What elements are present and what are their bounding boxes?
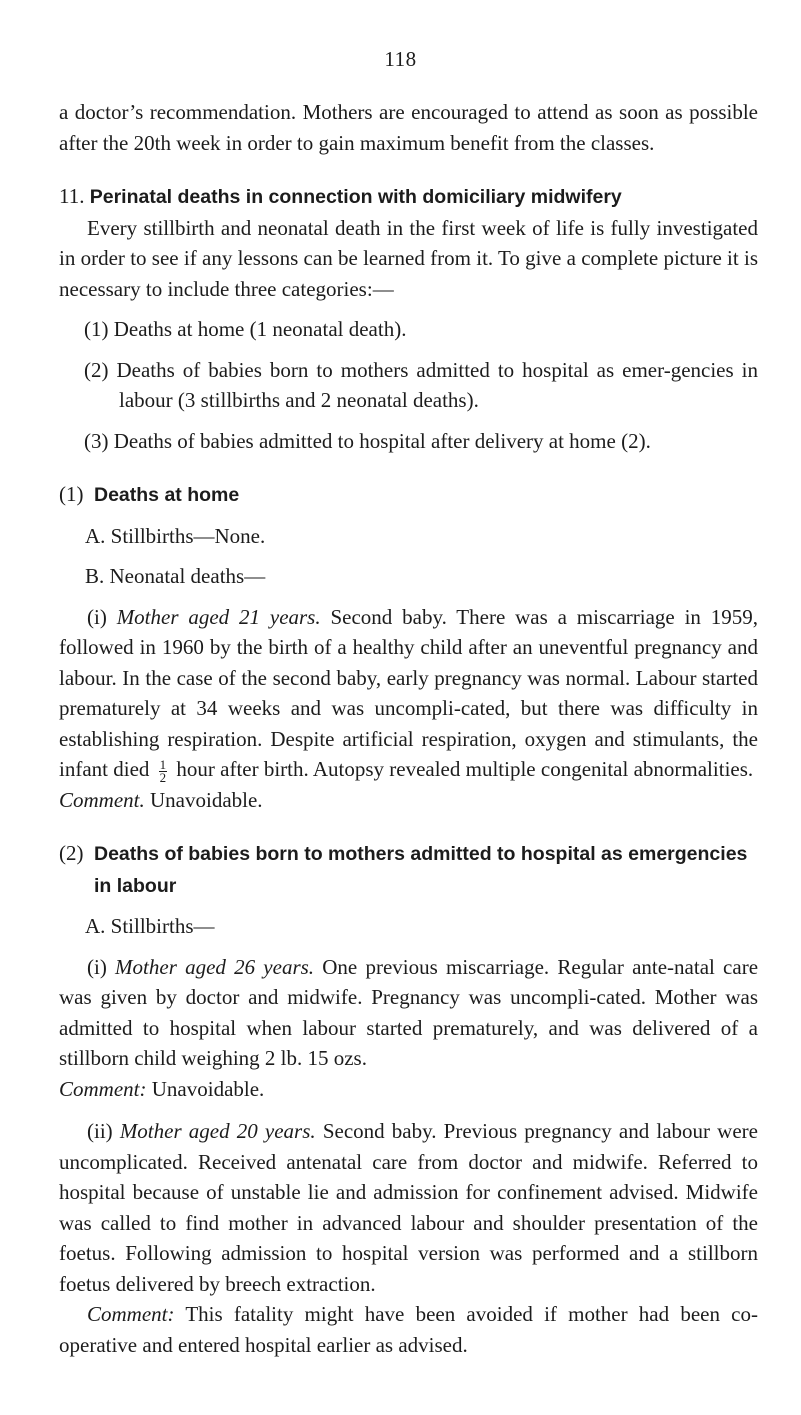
intro-paragraph: a doctor’s recommendation. Mothers are encouraged to attend as soon as possible after the 20th week in order to gain maximum benefit from the classes. — [59, 100, 758, 155]
section-11-heading — [59, 181, 758, 213]
part-1-title: Deaths at home — [94, 484, 240, 506]
section-11-number: 11. — [59, 184, 85, 208]
part-2-stillbirths: A. Stillbirths— — [85, 914, 215, 938]
case-number: (i) — [87, 954, 107, 979]
part-2-case-2-comment — [59, 1299, 758, 1360]
section-11-title: Perinatal deaths in connection with domiciliary midwifery — [89, 186, 622, 208]
case-mother-age: Mother aged 20 years. — [119, 1119, 316, 1143]
part-2-case-1-comment — [59, 1074, 758, 1105]
case-text: One previous miscarriage. Regular ante-natal care was given by doctor and midwife. Pregnancy was uncompli-cated. Mother was admitted to hospital when labour started prematurely, and was delivered of a stillborn child weighing 2 lb. 15 ozs. — [59, 954, 759, 1070]
page-number: 118 — [384, 47, 417, 71]
case-number: (ii) — [87, 1119, 113, 1143]
case-text-continued: hour after birth. Autopsy revealed multiple congenital abnormalities. — [176, 757, 754, 781]
part-1-neonatal: B. Neonatal deaths— — [85, 564, 266, 588]
case-text: Second baby. Previous pregnancy and labour were uncomplicated. Received antenatal care from doctor and midwife. Referred to hospital because of unstable lie and admission for confinement advised. Midwife was called to find mother in advanced labour and shoulder presentation of the foetus. Following admission to hospital version was performed and a stillborn foetus delivered by breech extraction. — [59, 1119, 758, 1296]
part-2-case-2 — [59, 1116, 758, 1299]
comment-label: Comment: — [87, 1302, 175, 1326]
part-2-number: (2) — [59, 841, 84, 865]
case-text: Second baby. There was a miscarriage in 1959, followed in 1960 by the birth of a healthy child after an uneventful pregnancy and labour. In the case of the second baby, early pregnancy was normal. Labour started prematurely at 34 weeks and was uncompli-cated, but there was difficulty in establishing respiration. Despite artificial respiration, oxygen and stimulants, the infant died — [59, 604, 759, 781]
comment-text: This fatality might have been avoided if mother had been co-operative and entered hospital earlier as advised. — [59, 1302, 758, 1357]
part-2-title: Deaths of babies born to mothers admitted to hospital as emergencies — [94, 843, 748, 865]
comment-label: Comment. — [59, 787, 145, 812]
part-1-heading — [59, 479, 758, 511]
comment-text: Unavoidable. — [150, 787, 263, 812]
category-item-2: (2) Deaths of babies born to mothers admitted to hospital as emer-gencies in labour (3 stillbirths and 2 neonatal deaths). — [84, 357, 758, 412]
category-item-3: (3) Deaths of babies admitted to hospital after delivery at home (2). — [84, 428, 651, 453]
part-2-heading-continued: in labour — [94, 874, 177, 897]
case-mother-age: Mother aged 26 years. — [115, 954, 315, 979]
part-1-case-1-comment — [59, 785, 758, 816]
category-item-1: (1) Deaths at home (1 neonatal death). — [84, 317, 407, 341]
case-number: (i) — [87, 604, 107, 629]
part-2-case-1 — [59, 952, 758, 1074]
part-1-stillbirths: A. Stillbirths—None. — [85, 523, 266, 548]
part-1-number: (1) — [59, 482, 84, 506]
comment-text: Unavoidable. — [151, 1076, 265, 1101]
case-mother-age: Mother aged 21 years. — [116, 604, 321, 629]
comment-label: Comment: — [59, 1076, 147, 1101]
half-fraction: $\frac{1}{2}$ — [159, 756, 167, 785]
part-1-case-1 — [59, 602, 758, 785]
part-2-heading — [59, 838, 758, 870]
section-11-intro: Every stillbirth and neonatal death in the first week of life is fully investigated in order to see if any lessons can be learned from it. To give a complete picture it is necessary to include three categories:— — [59, 215, 758, 301]
page-content — [59, 97, 758, 1360]
